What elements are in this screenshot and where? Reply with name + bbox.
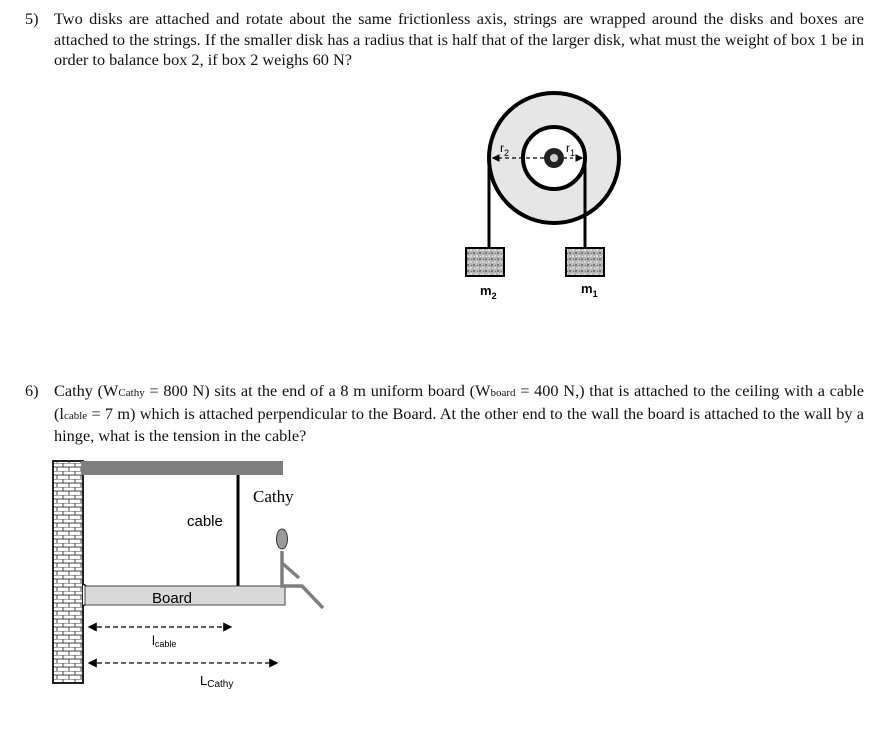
disks-figure xyxy=(455,90,655,320)
wall xyxy=(53,461,83,683)
r2-label: $r_2$ xyxy=(500,141,510,158)
question-6-text: Cathy (WCathy = 800 N) sits at the end of a 8 m uniform board (Wboard = 400 N,) that is attached to the ceiling with a cable (lcable = 7 m) which is attached perpendicular to the Board. At the other end to the wall the board is attached to the wall by a hinge, what is the tension in the cable? xyxy=(54,381,864,445)
r1-label: $r_1$ xyxy=(566,141,576,158)
cathy-head xyxy=(277,529,288,549)
board-figure xyxy=(45,455,345,695)
box-1 xyxy=(566,248,604,276)
lcathy-label: LCathy xyxy=(200,673,234,690)
m1-label: $m_1$ xyxy=(581,281,598,299)
question-6-number: 6) xyxy=(25,381,39,400)
question-5-number: 5) xyxy=(25,9,39,28)
lcable-label: lcable xyxy=(152,633,177,649)
cable-label: cable xyxy=(187,513,223,530)
question-5-text: Two disks are attached and rotate about the same frictionless axis, strings are wrapped around the disks and boxes are attached to the strings. If the smaller disk has a radius that is half that of the larger disk, what must the weight of box 1 be in order to balance box 2, if box 2 weighs 60 N? xyxy=(54,9,864,69)
m2-label: $m_2$ xyxy=(480,283,497,301)
board-label: Board xyxy=(152,590,193,607)
box-2 xyxy=(466,248,504,276)
cathy-body xyxy=(282,551,323,608)
cathy-label: Cathy xyxy=(253,487,294,506)
ceiling xyxy=(81,461,283,475)
